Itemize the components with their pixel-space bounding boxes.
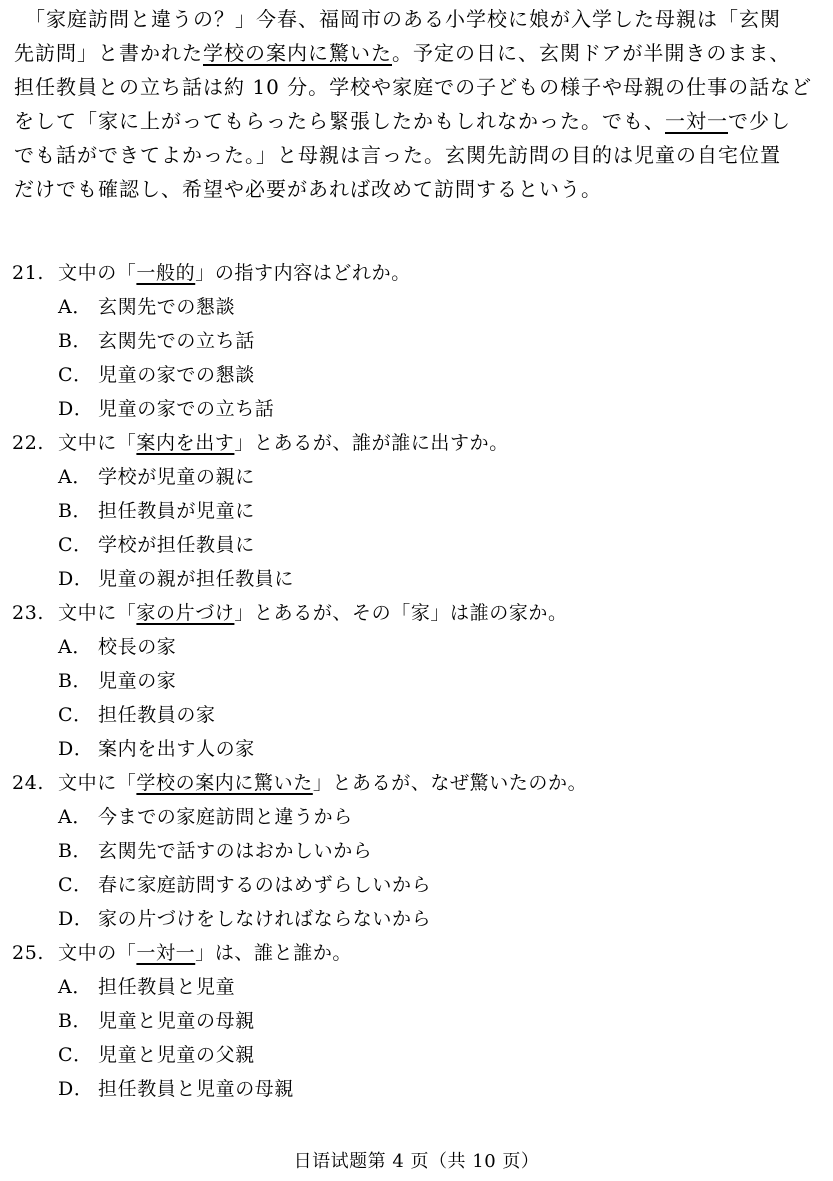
option-c[interactable] [58,868,431,902]
option-letter: B． [58,1010,93,1032]
question-text: 」とあるが、誰が誰に出すか。 [234,432,509,454]
question-text: 文中に「 [58,432,137,454]
option-text: 校長の家 [98,636,177,658]
underlined-term: 案内を出す [136,432,235,454]
option-text: 春に家庭訪問するのはめずらしいから [98,874,432,896]
passage-text: で少し [728,109,791,133]
passage-text: 担任教員との立ち話は約 10 分。学校や家庭での子どもの様子や母親の仕事の話など [14,75,813,99]
question-text: 文中の「 [58,262,137,284]
question-text: 文中の「 [58,942,137,964]
question-stem [12,426,509,460]
option-text: 今までの家庭訪問と違うから [98,806,353,828]
passage-line [14,138,781,172]
question-stem [12,596,568,630]
option-d[interactable] [58,732,255,766]
option-text: 担任教員と児童の母親 [98,1078,295,1100]
option-a[interactable] [58,290,235,324]
option-letter: B． [58,330,93,352]
option-text: 担任教員と児童 [98,976,236,998]
page-footer: 日语试题第 4 页（共 10 页） [293,1151,540,1172]
option-b[interactable] [58,834,372,868]
option-text: 児童の家での懇談 [98,364,255,386]
question-text: 文中に「 [58,772,137,794]
passage-line [14,70,812,104]
option-letter: D． [58,1078,94,1100]
option-a[interactable] [58,630,176,664]
option-letter: C． [58,874,93,896]
passage-line [14,104,791,138]
option-letter: C． [58,534,93,556]
question-25 [12,936,820,1100]
option-d[interactable] [58,1072,294,1106]
option-text: 学校が児童の親に [98,466,255,488]
question-text: 」とあるが、その「家」は誰の家か。 [234,602,568,624]
question-text: 文中に「 [58,602,137,624]
option-letter: D． [58,568,94,590]
option-c[interactable] [58,1038,255,1072]
question-number: 22. [12,432,45,454]
question-24 [12,766,820,930]
option-text: 児童の親が担任教員に [98,568,295,590]
passage-text: だけでも確認し、希望や必要があれば改めて訪問するという。 [14,177,602,201]
passage-text: 先訪問」と書かれた [14,41,203,65]
question-23 [12,596,820,760]
underlined-phrase: 一対一 [665,109,728,133]
option-letter: B． [58,670,93,692]
option-c[interactable] [58,358,255,392]
option-d[interactable] [58,902,431,936]
option-a[interactable] [58,460,255,494]
question-text: 」とあるが、なぜ驚いたのか。 [312,772,588,794]
passage-text: をして「家に上がってもらったら緊張したかもしれなかった。でも、 [14,109,665,133]
option-letter: D． [58,398,94,420]
passage-line [14,36,790,70]
option-c[interactable] [58,698,216,732]
option-letter: B． [58,840,93,862]
question-list [12,256,820,1106]
question-number: 21. [12,262,45,284]
option-text: 児童と児童の父親 [98,1044,255,1066]
option-a[interactable] [58,970,235,1004]
passage-line [14,172,602,206]
question-21 [12,256,820,420]
passage-line [14,2,781,36]
option-text: 担任教員の家 [98,704,216,726]
question-stem [12,766,587,800]
option-letter: A． [58,806,92,828]
question-text: 」の指す内容はどれか。 [195,262,411,284]
option-text: 玄関先での懇談 [98,296,236,318]
passage-text: でも話ができてよかった。」と母親は言った。玄関先訪問の目的は児童の自宅位置 [14,143,781,167]
option-text: 担任教員が児童に [98,500,255,522]
option-text: 児童の家での立ち話 [98,398,275,420]
option-d[interactable] [58,562,294,596]
option-text: 児童の家 [98,670,177,692]
option-text: 学校が担任教員に [98,534,255,556]
passage-text: 「家庭訪問と違うの？」今春、福岡市のある小学校に娘が入学した母親は「玄関 [14,7,781,31]
question-number: 24. [12,772,45,794]
passage-text: 。予定の日に、玄関ドアが半開きのまま、 [392,41,791,65]
option-b[interactable] [58,494,255,528]
option-a[interactable] [58,800,353,834]
option-text: 案内を出す人の家 [98,738,255,760]
underlined-term: 家の片づけ [136,602,235,624]
option-d[interactable] [58,392,274,426]
underlined-term: 一対一 [136,942,196,964]
option-letter: A． [58,296,92,318]
option-b[interactable] [58,1004,255,1038]
option-text: 家の片づけをしなければならないから [98,908,432,930]
underlined-phrase: 学校の案内に驚いた [203,41,392,65]
question-stem [12,256,411,290]
option-letter: D． [58,738,94,760]
option-letter: A． [58,466,92,488]
underlined-term: 学校の案内に驚いた [136,772,313,794]
question-number: 23. [12,602,45,624]
option-text: 玄関先で話すのはおかしいから [98,840,373,862]
underlined-term: 一般的 [136,262,196,284]
option-letter: B． [58,500,93,522]
question-22 [12,426,820,590]
option-b[interactable] [58,664,176,698]
question-number: 25. [12,942,45,964]
option-letter: C． [58,704,93,726]
option-letter: A． [58,976,92,998]
option-letter: D． [58,908,94,930]
option-letter: A． [58,636,92,658]
option-c[interactable] [58,528,255,562]
option-text: 玄関先での立ち話 [98,330,255,352]
question-text: 」は、誰と誰か。 [195,942,353,964]
option-text: 児童と児童の母親 [98,1010,255,1032]
option-letter: C． [58,1044,93,1066]
option-b[interactable] [58,324,255,358]
question-stem [12,936,352,970]
option-letter: C． [58,364,93,386]
